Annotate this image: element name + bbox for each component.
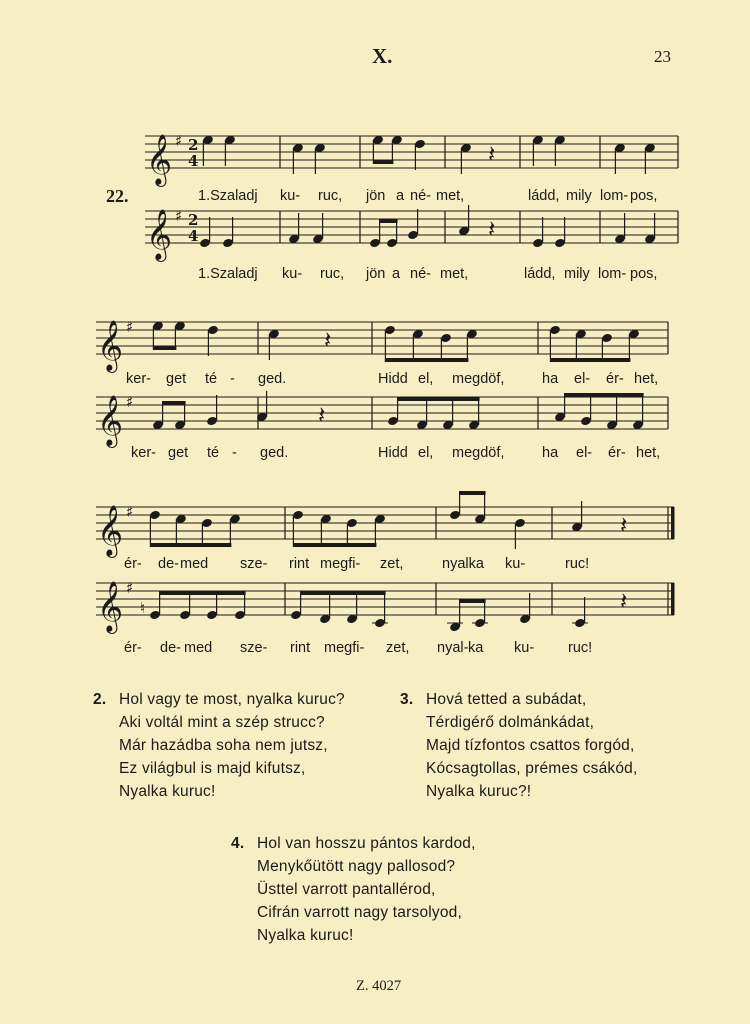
catalog-number: Z. 4027 — [356, 978, 402, 994]
quarter-rest-icon: 𝄽 — [488, 140, 496, 168]
note-beam — [373, 160, 393, 164]
lyric-syllable: megdöf, — [452, 445, 505, 461]
final-bar-line — [671, 507, 675, 539]
lyric-syllable: sze- — [240, 640, 268, 656]
verse-line: Nyalka kuruc! — [119, 783, 216, 800]
key-signature-sharp: ♯ — [175, 132, 183, 150]
lyric-syllable: ku- — [282, 266, 303, 282]
lyric-syllable: té — [207, 445, 220, 461]
verse-number: 3. — [400, 691, 414, 708]
treble-clef-icon: 𝄞 — [97, 581, 124, 632]
lyric-syllable: né- — [410, 188, 431, 204]
lyric-syllable: megfi- — [320, 556, 361, 572]
lyric-syllable: jön — [366, 188, 386, 204]
lyric-syllable: nyalka — [442, 556, 484, 572]
lyric-syllable: sze- — [240, 556, 268, 572]
lyric-syllable: ged. — [258, 371, 287, 387]
lyric-syllable: zet, — [386, 640, 410, 656]
note-beam — [293, 543, 376, 547]
lyric-syllable: mily — [566, 188, 592, 204]
verse-line: Menykőütött nagy pallosod? — [257, 858, 456, 875]
treble-clef-icon: 𝄞 — [97, 395, 124, 446]
quarter-rest-icon: 𝄽 — [488, 215, 496, 243]
quarter-rest-icon: 𝄽 — [324, 326, 332, 354]
song-number: 22. — [106, 186, 129, 206]
lyric-syllable: megfi- — [324, 640, 365, 656]
note-beam — [460, 491, 486, 495]
lyric-syllable: ér- — [608, 445, 626, 461]
verse-line: Ez világbul is majd kifutsz, — [119, 760, 306, 777]
lyric-syllable: - — [232, 445, 237, 461]
lyric-syllable: het, — [634, 371, 659, 387]
note-beam — [550, 358, 630, 362]
lyric-syllable: ládd, — [524, 266, 556, 282]
lyric-syllable: ka — [468, 640, 484, 656]
note-beam — [565, 393, 644, 397]
lyric-syllable: med — [184, 640, 213, 656]
quarter-rest-icon: 𝄽 — [620, 587, 628, 615]
key-signature-sharp: ♯ — [126, 503, 134, 521]
lyric-syllable: met, — [440, 266, 469, 282]
time-signature-top: 2 — [188, 211, 199, 229]
verse-line: Üsttel varrott pantallérod, — [257, 881, 436, 898]
verse-line: Majd tízfontos csattos forgód, — [426, 737, 635, 754]
note-beam — [380, 219, 398, 223]
note-beam — [398, 397, 480, 401]
lyric-syllable: ér- — [606, 371, 624, 387]
verse-line: Aki voltál mint a szép strucc? — [119, 714, 325, 731]
lyric-syllable: ha — [542, 371, 559, 387]
lyric-syllable: nyal- — [437, 640, 469, 656]
note-beam — [301, 591, 386, 595]
lyric-syllable: ruc! — [568, 640, 593, 656]
lyric-syllable: pos, — [630, 188, 658, 204]
page-number: 23 — [654, 47, 671, 66]
final-bar-line — [671, 583, 675, 615]
note-beam — [150, 543, 231, 547]
lyric-syllable: a — [396, 188, 405, 204]
lyric-syllable: el- — [576, 445, 593, 461]
lyric-syllable: el, — [418, 445, 434, 461]
lyric-syllable: el- — [574, 371, 591, 387]
lyric-syllable: ker- — [126, 371, 151, 387]
treble-clef-icon: 𝄞 — [97, 320, 124, 371]
lyric-syllable: zet, — [380, 556, 404, 572]
lyric-syllable: Hidd — [378, 371, 408, 387]
verse-line: Hol vagy te most, nyalka kuruc? — [119, 691, 345, 708]
lyric-syllable: jön — [366, 266, 386, 282]
key-signature-sharp: ♯ — [126, 318, 134, 336]
lyric-syllable: ker- — [131, 445, 156, 461]
verse-line: Nyalka kuruc?! — [426, 783, 532, 800]
lyric-syllable: né- — [410, 266, 431, 282]
lyric-syllable: ged. — [260, 445, 289, 461]
time-signature-top: 2 — [188, 136, 199, 154]
key-signature-sharp: ♯ — [175, 207, 183, 225]
verse-line: Cifrán varrott nagy tarsolyod, — [257, 904, 463, 921]
lyric-syllable: ér- — [124, 640, 142, 656]
lyric-syllable: ku- — [505, 556, 526, 572]
lyric-syllable: Hidd — [378, 445, 408, 461]
note-beam — [160, 591, 246, 595]
lyric-syllable: ér- — [124, 556, 142, 572]
quarter-rest-icon: 𝄽 — [620, 511, 628, 539]
time-signature-bottom: 4 — [188, 227, 199, 245]
note-beam — [385, 358, 468, 362]
time-signature-bottom: 4 — [188, 152, 199, 170]
verse-line: Hol van hosszu pántos kardod, — [257, 835, 476, 852]
lyric-syllable: ládd, — [528, 188, 560, 204]
lyric-syllable: get — [168, 445, 189, 461]
key-signature-sharp: ♯ — [126, 393, 134, 411]
treble-clef-icon: 𝄞 — [97, 505, 124, 556]
treble-clef-icon: 𝄞 — [146, 134, 173, 185]
key-signature-sharp: ♯ — [126, 579, 134, 597]
lyric-syllable: rint — [289, 556, 310, 572]
verse-line: Térdigérő dolmánkádat, — [426, 714, 595, 731]
lyric-syllable: té — [205, 371, 218, 387]
verse-line: Kócsagtollas, prémes csákód, — [426, 760, 638, 777]
verse-line: Hová tetted a subádat, — [426, 691, 587, 708]
lyric-syllable: 1.Szaladj — [198, 266, 258, 282]
verse-line: Már hazádba soha nem jutsz, — [119, 737, 328, 754]
lyric-syllable: pos, — [630, 266, 658, 282]
lyric-syllable: ruc, — [318, 188, 343, 204]
note-beam — [460, 599, 486, 603]
lyric-syllable: ruc! — [565, 556, 590, 572]
verse-line: Nyalka kuruc! — [257, 927, 354, 944]
note-beam — [163, 401, 186, 405]
lyric-syllable: ku- — [514, 640, 535, 656]
lyric-syllable: de- — [160, 640, 181, 656]
lyric-syllable: rint — [290, 640, 311, 656]
lyric-syllable: get — [166, 371, 187, 387]
quarter-rest-icon: 𝄽 — [318, 401, 326, 429]
verse-number: 2. — [93, 691, 107, 708]
section-title: X. — [372, 44, 393, 68]
lyric-syllable: ku- — [280, 188, 301, 204]
lyric-syllable: med — [180, 556, 209, 572]
lyric-syllable: het, — [636, 445, 661, 461]
lyric-syllable: el, — [418, 371, 434, 387]
lyric-syllable: 1.Szaladj — [198, 188, 258, 204]
treble-clef-icon: 𝄞 — [146, 209, 173, 260]
lyric-syllable: met, — [436, 188, 465, 204]
natural-sign-icon: ♮ — [140, 599, 146, 617]
lyric-syllable: ruc, — [320, 266, 345, 282]
verse-number: 4. — [231, 835, 245, 852]
lyric-syllable: de- — [158, 556, 179, 572]
lyric-syllable: lom- — [598, 266, 627, 282]
lyric-syllable: ha — [542, 445, 559, 461]
lyric-syllable: megdöf, — [452, 371, 505, 387]
lyric-syllable: mily — [564, 266, 590, 282]
lyric-syllable: a — [392, 266, 401, 282]
lyric-syllable: lom- — [600, 188, 629, 204]
note-beam — [153, 346, 176, 350]
lyric-syllable: - — [230, 371, 235, 387]
